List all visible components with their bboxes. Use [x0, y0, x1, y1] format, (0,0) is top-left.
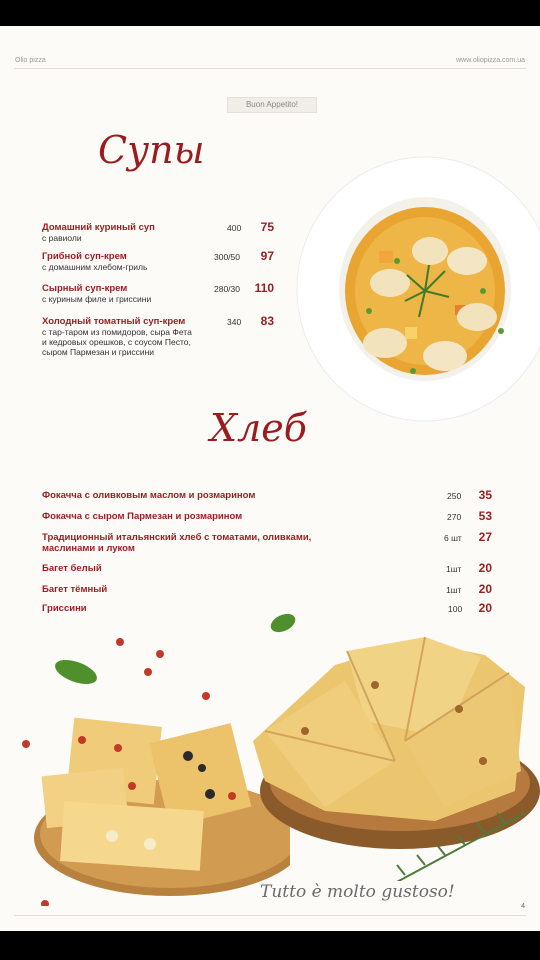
soup-desc: с домашним хлебом-гриль — [42, 262, 148, 272]
bread-item — [42, 563, 492, 574]
bread-weight: 6 шт — [444, 533, 462, 543]
bread-name: Фокачча с сыром Пармезан и розмарином — [42, 511, 243, 522]
menu-page — [0, 26, 540, 931]
bread-item — [42, 511, 492, 522]
bread-weight: 1шт — [446, 564, 462, 574]
soup-weight: 300/50 — [214, 252, 240, 262]
bread-weight: 100 — [448, 604, 463, 614]
soup-desc: с тар-таром из помидоров, сыра Фета — [42, 327, 192, 337]
soup-bowl-image — [285, 131, 540, 431]
soup-name: Холодный томатный суп-крем — [42, 316, 186, 327]
soup-name: Грибной суп-крем — [42, 251, 127, 262]
soup-item — [42, 283, 274, 304]
footer-slogan: Tutto è molto gustoso! — [260, 882, 455, 902]
bread-weight: 270 — [447, 512, 462, 522]
bread-name: маслинами и луком — [42, 543, 135, 554]
footer-divider — [14, 915, 526, 916]
bread-name: Багет тёмный — [42, 584, 108, 595]
soup-name: Домашний куриный суп — [42, 222, 155, 233]
page-number: 4 — [521, 903, 525, 910]
bread-name: Фокачча с оливковым маслом и розмарином — [42, 490, 256, 501]
header-divider — [14, 68, 526, 69]
bread-price: 35 — [478, 488, 492, 502]
bread-item — [42, 532, 492, 554]
soup-desc: с равиоли — [42, 233, 82, 243]
bread-price: 20 — [478, 561, 492, 575]
bread-item — [42, 490, 492, 501]
bread-item — [42, 584, 492, 595]
bread-price: 27 — [478, 530, 492, 544]
bread-weight: 1шт — [446, 585, 462, 595]
bread-price: 20 — [478, 582, 492, 596]
soup-name: Сырный суп-крем — [42, 283, 128, 294]
soup-weight: 400 — [227, 223, 242, 233]
soup-price: 83 — [260, 314, 274, 328]
soup-price: 97 — [260, 249, 274, 263]
tagline-tab: Buon Appetito! — [227, 97, 317, 113]
soup-price: 110 — [254, 281, 274, 295]
soup-weight: 280/30 — [214, 284, 240, 294]
soup-desc: сыром Пармезан и гриссини — [42, 347, 155, 357]
bread-name: Гриссини — [42, 603, 87, 614]
bread-name: Традиционный итальянский хлеб с томатами, оливками, — [42, 532, 312, 543]
soup-desc: и кедровых орешков, с соусом Песто, — [42, 337, 191, 347]
soup-item — [42, 222, 274, 243]
bread-price: 53 — [478, 509, 492, 523]
website-url[interactable]: www.oliopizza.com.ua — [456, 57, 525, 64]
soup-weight: 340 — [227, 317, 242, 327]
soups-title: Супы — [98, 128, 205, 172]
soup-item — [42, 316, 274, 357]
bread-price: 20 — [478, 601, 492, 615]
bread-title: Хлеб — [210, 406, 307, 450]
soup-price: 75 — [260, 220, 274, 234]
pizza-bread-basket-image — [245, 611, 540, 881]
brand-name: Olio pizza — [15, 57, 46, 64]
bread-weight: 250 — [447, 491, 462, 501]
soup-item — [42, 251, 274, 272]
bread-name: Багет белый — [42, 563, 102, 574]
soup-desc: с куриным филе и гриссини — [42, 294, 152, 304]
